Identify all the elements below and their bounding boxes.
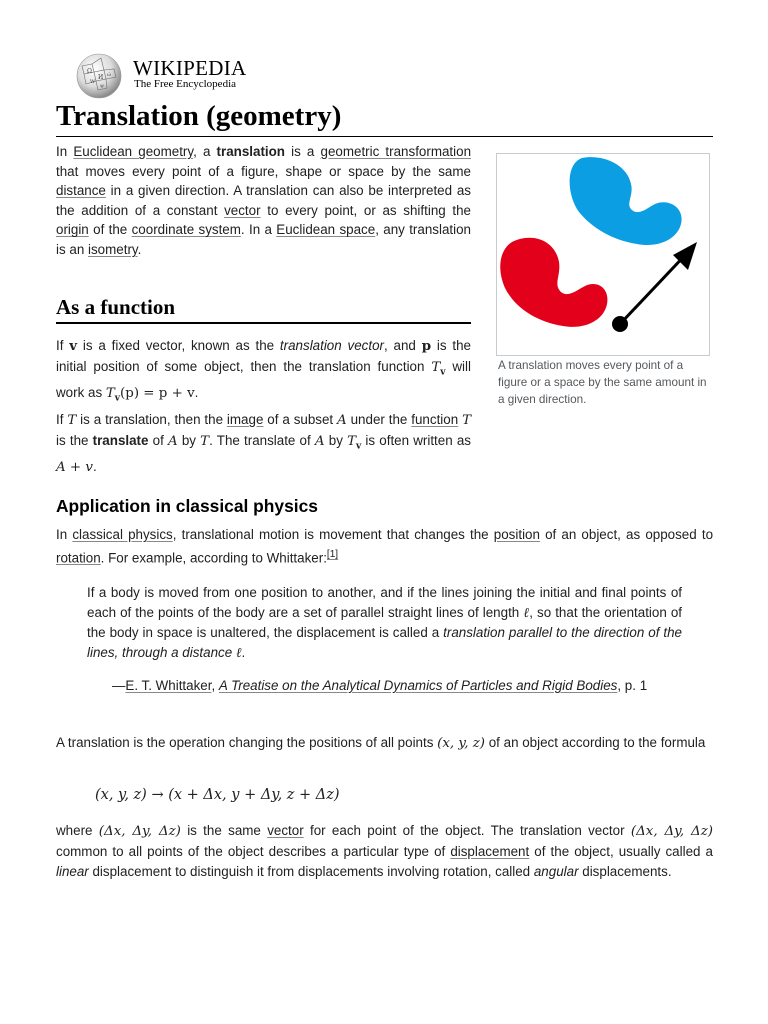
section-heading-physics: Application in classical physics	[56, 496, 318, 516]
link-euclidean-space[interactable]: Euclidean space	[276, 222, 376, 238]
physics-paragraph-1: In classical physics, translational motion is movement that changes the position of an object, as opposed to rotation. For example, according to Whittaker:[1]	[56, 527, 714, 566]
svg-text:ψ: ψ	[100, 83, 104, 89]
translation-arrow-tail	[612, 316, 628, 332]
link-origin[interactable]: origin	[56, 222, 89, 238]
link-treatise[interactable]: A Treatise on the Analytical Dynamics of Particles and Rigid Bodies	[218, 678, 618, 693]
link-image[interactable]: image	[226, 412, 264, 427]
link-coordinate-system[interactable]: coordinate system	[131, 222, 241, 238]
translation-illustration	[497, 154, 709, 355]
reference-link-1[interactable]: [1]	[326, 548, 339, 560]
red-shape	[500, 238, 607, 327]
physics-paragraph-2: A translation is the operation changing the positions of all points (x, y, z) of an object according to the formula	[56, 735, 706, 751]
wikipedia-wordmark[interactable]: WIKIPEDIA	[133, 56, 247, 80]
link-displacement[interactable]: displacement	[450, 844, 530, 860]
function-paragraph-1: If v is a fixed vector, known as the translation vector, and p is the initial position of some object, then the translation function $T_v$ will work as $T_v(p) = p + v$.	[56, 338, 472, 404]
term-translation: translation	[216, 144, 285, 159]
physics-paragraph-3: where (Δx, Δy, Δz) is the same vector for each point of the object. The translation vector (Δx, Δy, Δz) common to all points of the object describes a particular type of displacement of the object, usually called a linear displacement to distinguish it from displacements involving rotation, called angular displacements.	[56, 823, 713, 880]
link-whittaker[interactable]: E. T. Whittaker	[125, 678, 212, 693]
link-euclidean-geometry[interactable]: Euclidean geometry	[73, 144, 194, 159]
svg-text:Ω: Ω	[87, 68, 92, 75]
link-position[interactable]: position	[493, 527, 540, 542]
figure-caption: A translation moves every point of a figure or a space by the same amount in a given direction.	[498, 359, 707, 406]
intro-paragraph: In Euclidean geometry, a translation is a geometric transformation that moves every point of a figure, shape or space by the same distance in a given direction. A translation can also be interpreted as the addition of a constant vector to every point, or as shifting the origin of the coordinate system. In a Euclidean space, any translation is an isometry.	[56, 144, 472, 257]
translation-figure[interactable]	[496, 153, 710, 356]
link-vector[interactable]: vector	[224, 202, 261, 218]
whittaker-quote: If a body is moved from one position to another, and if the lines joining the initial and final points of each of the points of the body are a set of parallel straight lines of length ℓ, so that the orientation of the body in space is unaltered, the displacement is called a translation parallel to the direction of the lines, through a distance ℓ.	[87, 585, 683, 661]
wikipedia-tagline: The Free Encyclopedia	[134, 78, 237, 90]
svg-text:ώ: ώ	[107, 72, 112, 78]
function-paragraph-2: If T is a translation, then the image of a subset A under the function T is the translate of A by T. The translate of A by $T_v$ is often written as A + v.	[56, 412, 471, 475]
svg-text:И: И	[98, 74, 104, 81]
section-heading-function: As a function	[56, 292, 471, 324]
page-title: Translation (geometry)	[56, 96, 713, 137]
link-rotation[interactable]: rotation	[56, 550, 101, 566]
link-geometric-transformation[interactable]: geometric transformation	[320, 144, 472, 159]
quote-attribution: —E. T. Whittaker, A Treatise on the Analytical Dynamics of Particles and Rigid Bodies, p. 1	[112, 678, 648, 693]
translation-arrow-shaft	[620, 251, 689, 324]
svg-text:W: W	[90, 79, 96, 85]
link-isometry[interactable]: isometry	[88, 241, 138, 257]
link-function[interactable]: function	[411, 412, 459, 427]
link-classical-physics[interactable]: classical physics	[72, 527, 173, 542]
translation-formula: (x, y, z) → (x + Δx, y + Δy, z + Δz)	[95, 787, 340, 803]
link-vector-2[interactable]: vector	[267, 823, 304, 838]
link-distance[interactable]: distance	[56, 183, 106, 199]
blue-shape	[570, 157, 682, 245]
wikipedia-globe-logo[interactable]	[74, 52, 124, 100]
